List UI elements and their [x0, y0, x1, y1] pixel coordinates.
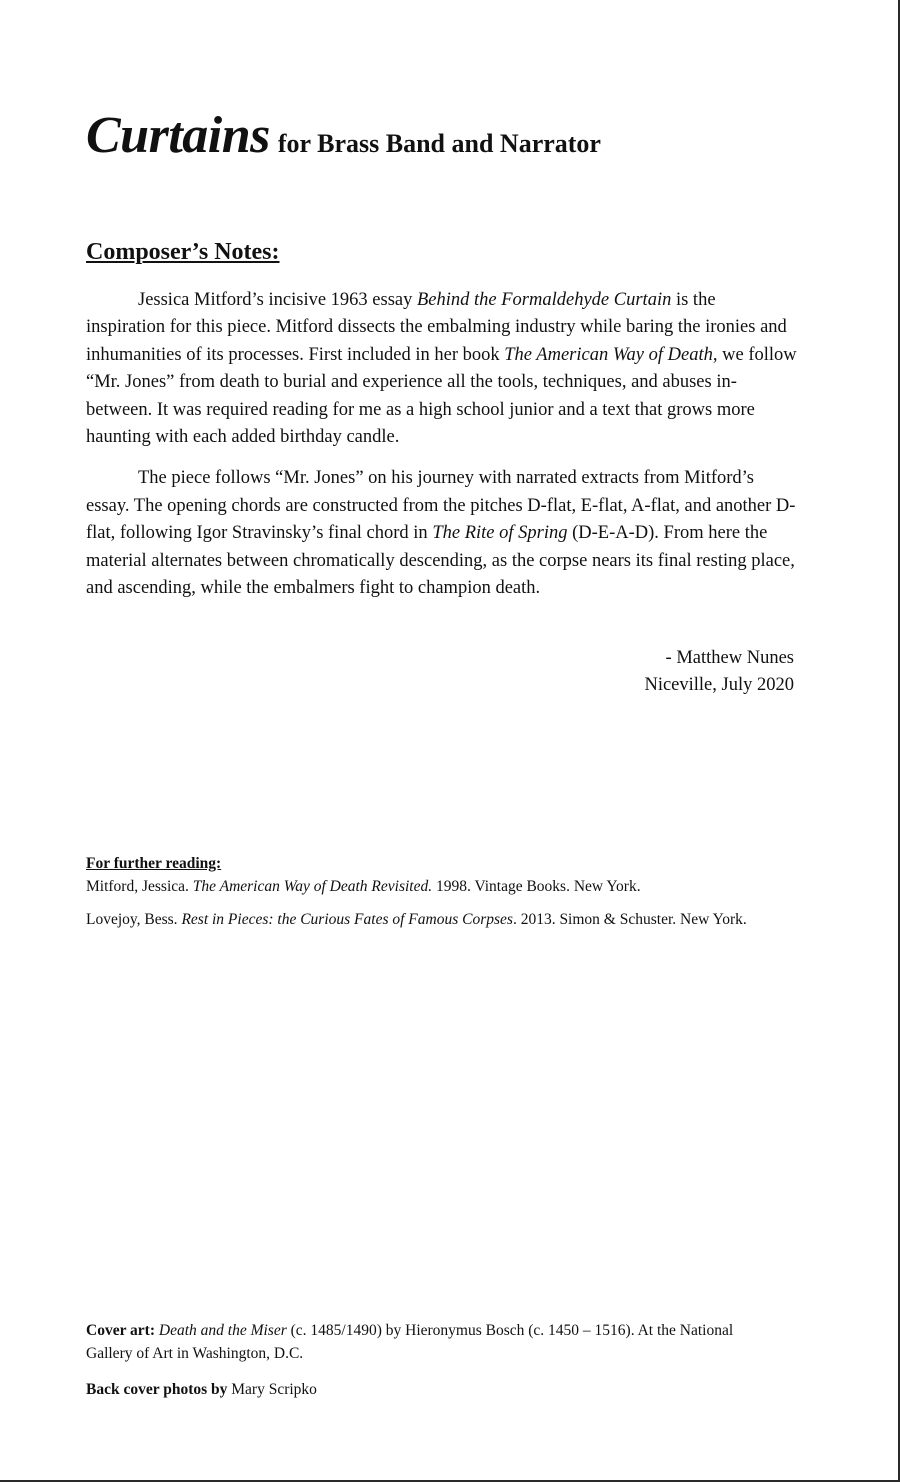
- signature: [644, 645, 794, 700]
- notes-p1-text-e: , we follow “Mr. Jones” from death to burial and experience all the tools, techniques, and abuses in-between. It was required reading for me as a high school junior and a text that grows more haunting with each added birthday candle.: [86, 344, 797, 448]
- credits: [86, 1319, 776, 1414]
- composers-notes-heading: Composer’s Notes:: [86, 239, 280, 265]
- further-reading-heading: For further reading:: [86, 855, 222, 872]
- cover-art-title: Death and the Miser: [158, 1322, 287, 1339]
- cover-art-label: Cover art:: [86, 1322, 156, 1339]
- notes-p1-text-a: Jessica Mitford’s incisive 1963 essay: [138, 290, 417, 310]
- ref2-title: Rest in Pieces: the Curious Fates of Famous Corpses: [181, 911, 513, 928]
- notes-p2-work-title: The Rite of Spring: [432, 523, 568, 544]
- ref1-author: Mitford, Jessica.: [86, 878, 193, 895]
- reading-ref-2: [86, 908, 776, 931]
- notes-p2-text-a: The piece follows “Mr. Jones” on his journey with narrated extracts from Mitford’s essay. The opening chords are constructed from the pitches D-flat, E-flat, A-flat, and another D-flat, following Igor Stravinsky’s final chord in: [86, 468, 796, 544]
- ref2-rest: . 2013. Simon & Schuster. New York.: [512, 911, 747, 928]
- back-cover-label: Back cover photos by: [86, 1381, 228, 1398]
- reading-ref-1: [86, 875, 776, 898]
- title-main: Curtains: [86, 107, 270, 164]
- back-cover-credit: [86, 1378, 776, 1401]
- further-reading: [86, 852, 776, 941]
- signature-name: - Matthew Nunes: [665, 648, 794, 668]
- notes-paragraph-2: [86, 465, 798, 602]
- title-subtitle: for Brass Band and Narrator: [277, 129, 601, 158]
- ref1-title: The American Way of Death Revisited.: [192, 878, 433, 895]
- notes-paragraph-1: [86, 287, 798, 451]
- signature-place-date: Niceville, July 2020: [644, 675, 794, 696]
- notes-p1-essay-title: Behind the Formaldehyde Curtain: [417, 290, 672, 310]
- notes-p2-text-c: (D-E-A-D). From here the material alternates between chromatically descending, as the corpse nears its final resting place, and ascending, while the embalmers fight to champion death.: [86, 523, 795, 599]
- composers-notes-body: [86, 287, 798, 616]
- ref1-rest: 1998. Vintage Books. New York.: [432, 878, 641, 895]
- notes-p1-text-c: is the inspiration for this piece. Mitford dissects the embalming industry while baring the ironies and inhumanities of its processes. First included in her book: [86, 290, 787, 365]
- cover-art-details: (c. 1485/1490) by Hieronymus Bosch (c. 1450 – 1516). At the National Gallery of Art in Washington, D.C.: [86, 1322, 734, 1362]
- cover-art-credit: [86, 1319, 776, 1365]
- ref2-author: Lovejoy, Bess.: [86, 911, 182, 928]
- back-cover-photographer: Mary Scripko: [227, 1381, 317, 1398]
- page-title: [86, 106, 601, 165]
- notes-p1-book-title: The American Way of Death: [504, 344, 713, 365]
